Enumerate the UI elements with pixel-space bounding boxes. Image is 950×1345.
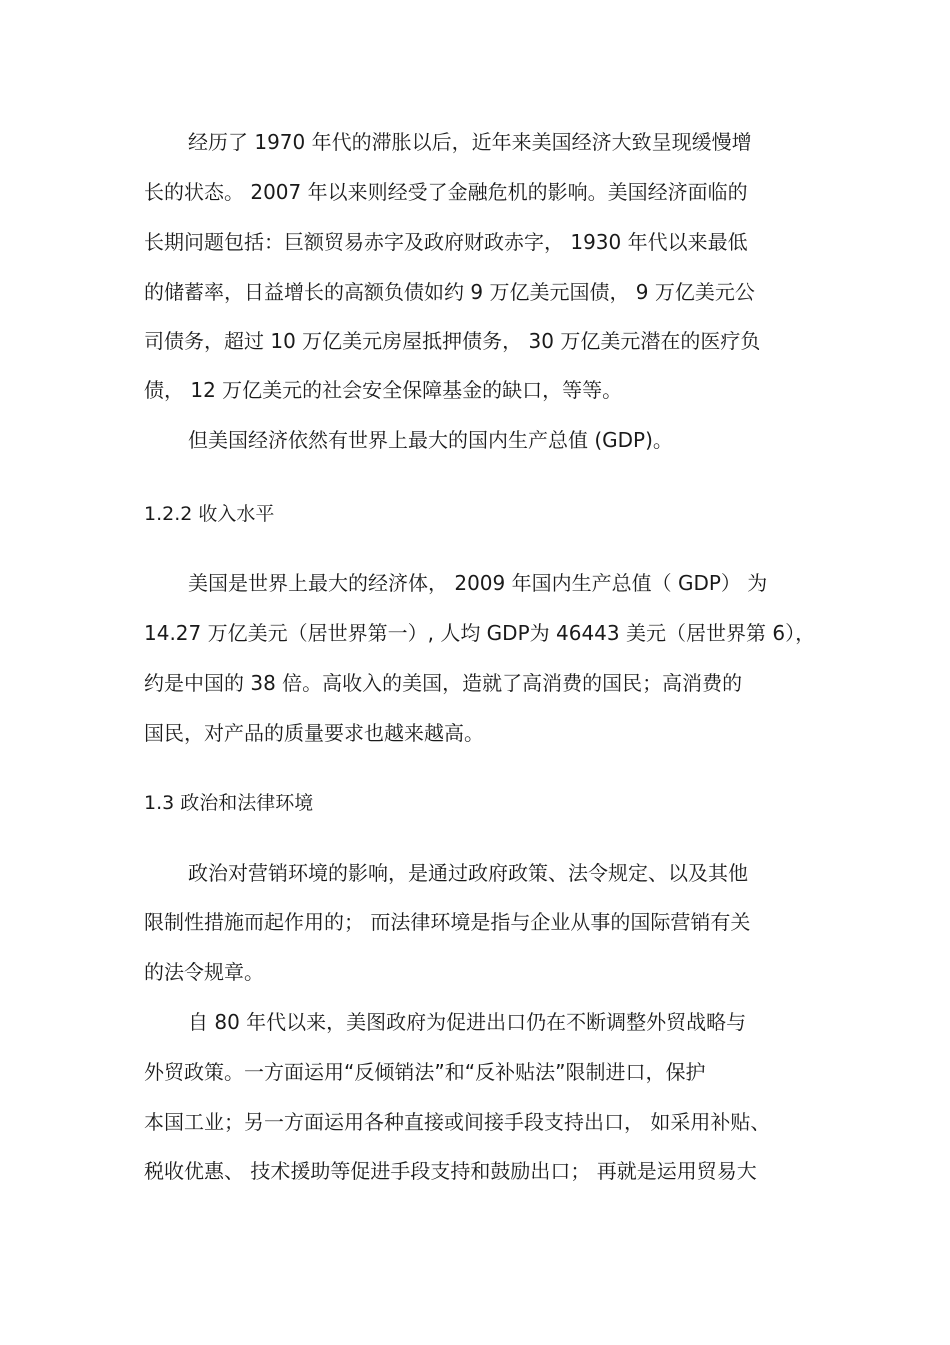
body-text-line: 外贸政策。一方面运用“反倾销法”和“反补贴法”限制进口，保护 [144, 1060, 706, 1084]
section-heading-income: 1.2.2 收入水平 [144, 503, 275, 525]
body-text-line: 本国工业；另一方面运用各种直接或间接手段支持出口， 如采用补贴、 [144, 1110, 771, 1134]
body-text-line: 长的状态。 2007 年以来则经受了金融危机的影响。美国经济面临的 [144, 180, 748, 204]
body-text-line: 的储蓄率，日益增长的高额负债如约 9 万亿美元国债， 9 万亿美元公 [144, 280, 755, 304]
body-text-line: 约是中国的 38 倍。高收入的美国，造就了高消费的国民；高消费的 [144, 671, 743, 695]
body-text-line: 自 80 年代以来，美图政府为促进出口仍在不断调整外贸战略与 [188, 1010, 747, 1034]
body-text-line: 经历了 1970 年代的滞胀以后，近年来美国经济大致呈现缓慢增 [188, 130, 752, 154]
body-text-line: 司债务，超过 10 万亿美元房屋抵押债务， 30 万亿美元潜在的医疗负 [144, 329, 761, 353]
body-text-line: 国民，对产品的质量要求也越来越高。 [144, 721, 484, 745]
body-text-line: 的法令规章。 [144, 960, 264, 984]
body-text-line: 长期问题包括：巨额贸易赤字及政府财政赤字， 1930 年代以来最低 [144, 230, 748, 254]
section-heading-politics-law: 1.3 政治和法律环境 [144, 792, 314, 814]
body-text-line: 政治对营销环境的影响，是通过政府政策、法令规定、以及其他 [188, 861, 748, 885]
body-text-line: 税收优惠、 技术援助等促进手段支持和鼓励出口； 再就是运用贸易大 [144, 1159, 757, 1183]
body-text-line: 美国是世界上最大的经济体， 2009 年国内生产总值（ GDP） 为 [188, 571, 768, 595]
body-text-line: 限制性措施而起作用的； 而法律环境是指与企业从事的国际营销有关 [144, 910, 751, 934]
body-text-line: 债， 12 万亿美元的社会安全保障基金的缺口，等等。 [144, 378, 623, 402]
body-text-line: 但美国经济依然有世界上最大的国内生产总值 (GDP)。 [188, 428, 673, 452]
body-text-line: 14.27 万亿美元（居世界第一）, 人均 GDP为 46443 美元（居世界第 6）， [144, 621, 816, 645]
